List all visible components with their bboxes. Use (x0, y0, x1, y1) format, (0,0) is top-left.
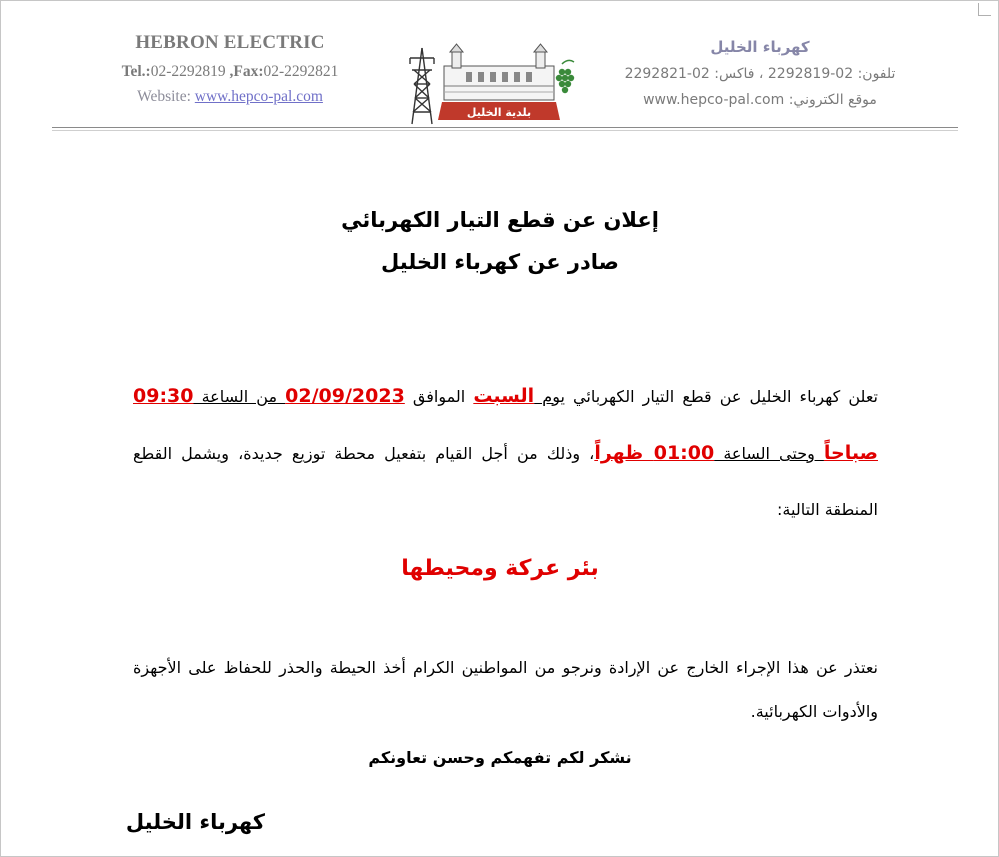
tel-label: Tel.: (121, 63, 151, 80)
header-arabic (560, 38, 960, 108)
notice-start-time: 09:30 صباحاً (133, 385, 878, 464)
website-en (60, 88, 400, 106)
thanks-line: نشكر لكم تفهمكم وحسن تعاونكم (368, 748, 632, 767)
header-english (60, 32, 400, 106)
notice-text-2: ، وذلك من أجل القيام بتفعيل محطة توزيع جديدة، ويشمل القطع المنطقة التالية: (133, 444, 878, 519)
phone-fax-ar: تلفون: 02-2292819 ، فاكس: 02-2292821 (624, 66, 896, 82)
header-divider (52, 127, 958, 128)
website-link[interactable]: www.hepco-pal.com (194, 88, 323, 105)
website-label: Website: (137, 88, 195, 105)
website-ar-link[interactable]: www.hepco-pal.com (643, 92, 785, 108)
logo-banner-text: بلدية الخليل (466, 106, 532, 119)
notice-title: إعلان عن قطع التيار الكهربائي (341, 208, 659, 232)
apology-paragraph: نعتذر عن هذا الإجراء الخارج عن الإرادة ونرجو من المواطنين الكرام أخذ الحيطة والحذر للحفاظ على الأجهزة والأدوات الكهربائية. (133, 658, 878, 721)
website-ar (560, 92, 960, 108)
signature: كهرباء الخليل (125, 810, 265, 834)
notice-paragraph (133, 368, 878, 538)
notice-end-time: 01:00 ظهراً (594, 442, 715, 464)
phone-fax-en (60, 63, 400, 81)
notice-text-1: تعلن كهرباء الخليل عن قطع التيار الكهربائي (564, 387, 878, 406)
fax-number: 02-2292821 (263, 63, 339, 80)
page-corner-mark (978, 3, 991, 16)
notice-day-word: يوم (534, 387, 565, 406)
notice-day: السبت (473, 385, 535, 407)
fax-label: ,Fax: (225, 63, 264, 80)
hebron-municipality-logo (404, 36, 576, 128)
website-ar-label: موقع الكتروني: (784, 92, 877, 108)
power-tower-icon (410, 48, 434, 124)
affected-area: بئر عركة ومحيطها (401, 556, 599, 581)
mosque-building-icon (444, 44, 554, 100)
notice-until: وحتى الساعة (714, 444, 824, 463)
header-divider-shadow (52, 130, 958, 131)
company-name-en: HEBRON ELECTRIC (135, 32, 325, 53)
notice-equiv: الموافق (404, 387, 474, 406)
company-name-ar: كهرباء الخليل (710, 38, 810, 56)
notice-titles (200, 208, 800, 274)
notice-from: من الساعة (193, 387, 286, 406)
notice-date: 02/09/2023 (285, 385, 405, 407)
tel-number: 02-2292819 (150, 63, 226, 80)
notice-subtitle: صادر عن كهرباء الخليل (381, 250, 619, 274)
